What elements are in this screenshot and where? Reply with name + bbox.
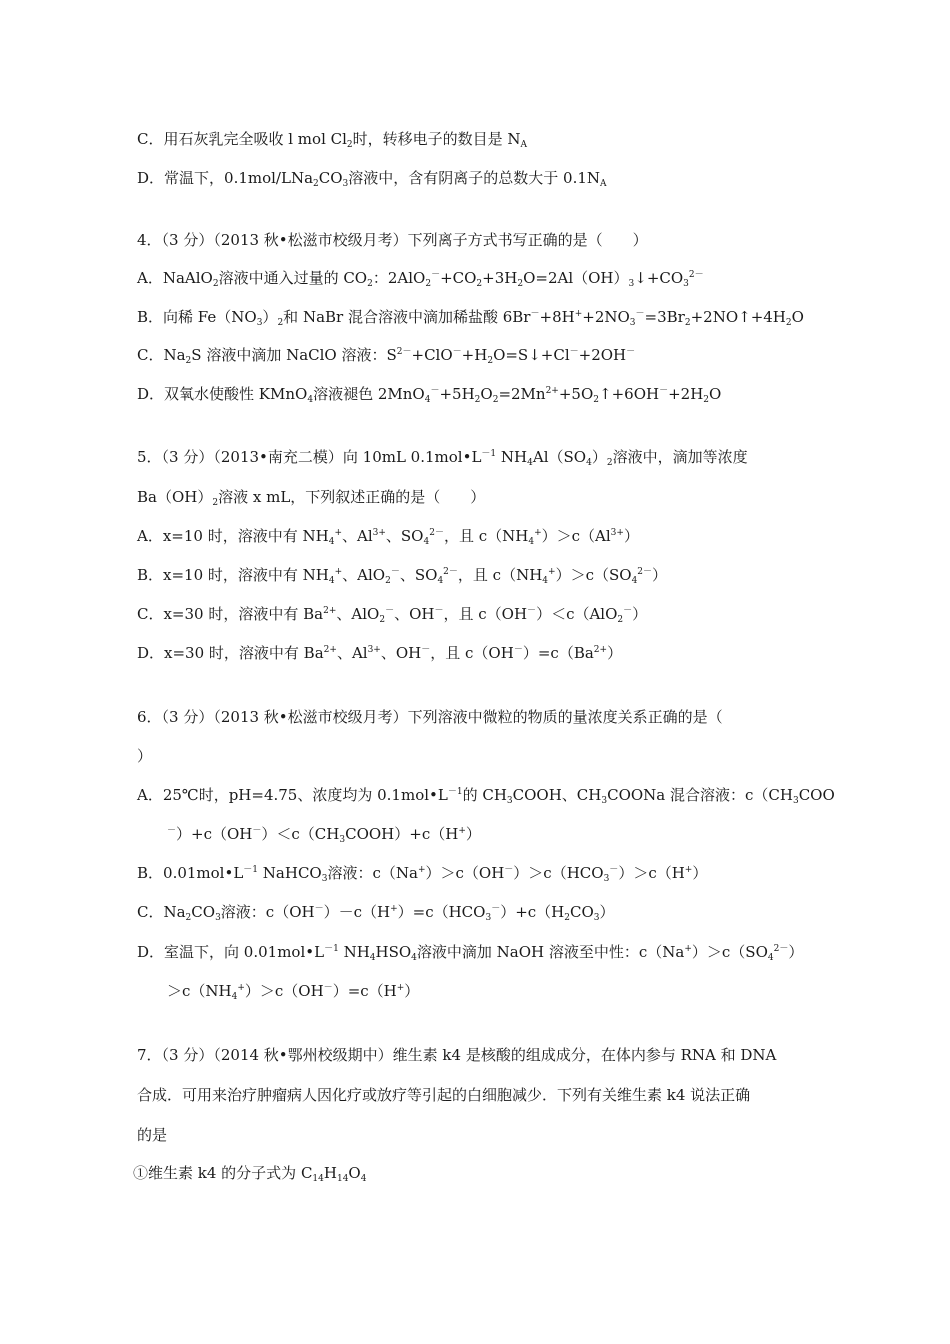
q6-option-d-line2: $>c(NH_4^+)>c(OH^-)=c(H^+)$ [167,982,420,1002]
q6-stem-line1: 6．（3 分）（2013 秋•松滋市校级月考）下列溶液中微粒的物质的量浓度关系正确的是（ [137,708,723,726]
q7-statement-1: ①维生素 k4 的分子式为 $C_{14}H_{14}O_4$ [133,1164,367,1184]
q4-option-a: A．NaAlO$_2$溶液中通入过量的 $CO_2$：$2AlO_2^-+CO_2+3H_2O=2Al(OH)_3↓+CO_3^{2-}$ [137,269,704,289]
q5-option-d: D．x=30 时，溶液中有 $Ba^{2+}$、$Al^{3+}$、OH－，且 $c(OH^-)=c(Ba^{2+})$ [137,644,623,662]
q4-option-b: B．向稀 $Fe(NO_3)_2$和 NaBr 混合溶液中滴加稀盐酸 $6Br^-+8H^++2NO_3^-=3Br_2+2NO↑+4H_2O$ [137,308,804,328]
q5-stem-line1: 5．（3 分）（2013•南充二模）向 10mL $0.1mol•L^{-1}$ $NH_4Al(SO_4)_2$溶液中，滴加等浓度 [137,448,748,468]
q4-stem: 4．（3 分）（2013 秋•松滋市校级月考）下列离子方式书写正确的是（ ） [137,231,648,249]
q5-option-a: A．x=10 时，溶液中有 $NH_4^+$、$Al^{3+}$、$SO_4^{2-}$，且 $c(NH_4^+)>c(Al^{3+})$ [137,527,639,547]
q3-option-c: C．用石灰乳完全吸收 l mol $Cl_2$时，转移电子的数目是 $N_A$ [137,130,528,150]
q4-option-d: D．双氧水使酸性 KMnO$_4$溶液褪色 $2MnO_4^-+5H_2O_2=2Mn^{2+}+5O_2↑+6OH^-+2H_2O$ [137,385,722,405]
q3-option-d: D．常温下，$0.1mol/LNa_2CO_3$溶液中，含有阴离子的总数大于 $0.1N_A$ [137,169,607,189]
q6-stem-line2: ） [137,747,153,765]
q6-option-a-line1: A．25℃时，pH=4.75、浓度均为 $0.1mol•L^{-1}$的 $CH_3COOH$、$CH_3COONa$ 混合溶液：$c(CH_3COO$ [137,786,835,806]
q4-option-c: C．$Na_2S$ 溶液中滴加 NaClO 溶液：$S^{2-}+ClO^-+H_2O=S↓+Cl^-+2OH^-$ [137,346,636,366]
q5-option-c: C．x=30 时，溶液中有 $Ba^{2+}$、AlO$_2$－、OH－，且 c（OH－）＜c（AlO$_2$－） [137,605,648,625]
q7-stem-line1: 7．（3 分）（2014 秋•鄂州校级期中）维生素 k4 是核酸的组成成分，在体内参与 RNA 和 DNA [137,1046,777,1064]
q7-stem-line2: 合成．可用来治疗肿瘤病人因化疗或放疗等引起的白细胞减少．下列有关维生素 k4 说法正确 [137,1086,751,1104]
q7-stem-line3: 的是 [137,1126,168,1144]
q6-option-a-line2: $^-)+c(OH^-)<c(CH_3COOH)+c(H^+)$ [167,825,481,845]
q5-option-b: B．x=10 时，溶液中有 $NH_4^+$、AlO$_2$－、$SO_4^{2-}$，且 $c(NH_4^+)>c(SO_4^{2-})$ [137,566,668,586]
q6-option-b: B．$0.01mol•L^{-1}$ NaHCO$_3$溶液：$c(Na^+)>c(OH^-)>c(HCO_3^-)>c(H^+)$ [137,864,708,884]
q6-option-c: C．$Na_2CO_3$溶液：$c(OH^-)-c(H^+)=c(HCO_3^-)+c(H_2CO_3)$ [137,903,615,923]
q5-stem-line2: $Ba(OH)_2$溶液 x mL，下列叙述正确的是（ ） [137,488,486,508]
q6-option-d-line1: D．室温下，向 $0.01mol•L^{-1}$ $NH_4HSO_4$溶液中滴加 NaOH 溶液至中性：$c(Na^+)>c(SO_4^{2-})$ [137,943,804,963]
